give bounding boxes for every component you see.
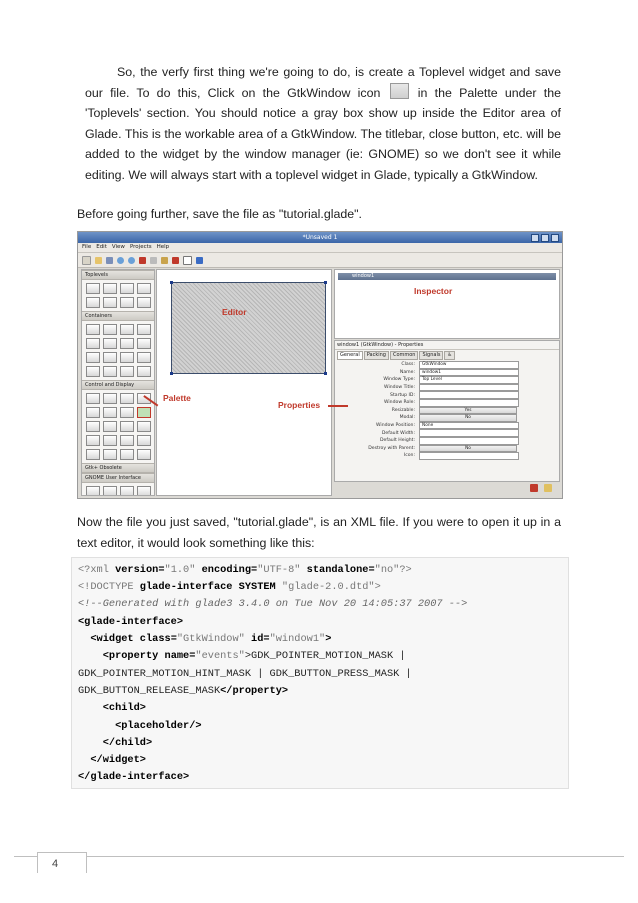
- prop-value: [419, 399, 519, 407]
- page-number-tab: [37, 852, 87, 873]
- prop-value: [419, 452, 519, 460]
- palette-widget-icon: [103, 297, 117, 308]
- palette-section-gnome-ui: GNOME User Interface: [82, 473, 154, 483]
- palette-section-gtk-obsolete: Gtk+ Obsolete: [82, 463, 154, 473]
- prop-label: Default Height:: [380, 438, 415, 444]
- prop-row: [335, 399, 559, 407]
- prop-row: [335, 361, 559, 369]
- palette-widget-icon: [137, 486, 151, 496]
- prop-label: Startup ID:: [390, 392, 415, 398]
- palette-widget-icon: [137, 421, 151, 432]
- palette-widget-icon: [86, 407, 100, 418]
- xml-code-block: [71, 557, 569, 789]
- palette-section-control-display: Control and Display: [82, 380, 154, 390]
- screenshot-statusbar: [334, 482, 558, 494]
- code-line-1: <?xml version="1.0" encoding="UTF-8" standalone="no"?>: [78, 564, 412, 576]
- intro-paragraph: [85, 62, 561, 185]
- intro-text-part1: So, the verfy first thing we're going to do, is create a Toplevel widget and save our file. To do this, Click on the GtkWindow icon: [85, 65, 561, 100]
- palette-widget-icon: [103, 352, 117, 363]
- inspector-item: window1: [338, 273, 556, 280]
- palette-widget-icon: [120, 435, 134, 446]
- menu-help: Help: [156, 244, 170, 250]
- editor-area: [156, 269, 332, 496]
- prop-label: Default Width:: [381, 430, 415, 436]
- palette-widget-icon: [120, 486, 134, 496]
- prop-value: window1: [419, 369, 519, 377]
- palette-widget-icon: [103, 449, 117, 460]
- tab-signals: Signals: [419, 351, 443, 360]
- save-instruction-paragraph: Before going further, save the file as "tutorial.glade".: [77, 207, 363, 221]
- palette-widget-icon: [86, 324, 100, 335]
- code-line-5: <widget class="GtkWindow" id="window1">: [78, 633, 332, 645]
- glade-screenshot: [77, 231, 563, 499]
- palette-selected-widget-icon: [137, 407, 151, 418]
- palette-widget-icon: [137, 435, 151, 446]
- gtkwindow-canvas: [171, 282, 326, 374]
- open-folder-icon: [95, 257, 102, 264]
- palette-widget-icon: [137, 449, 151, 460]
- prop-row: [335, 369, 559, 377]
- palette-widget-icon: [120, 283, 134, 294]
- prop-value: [419, 437, 519, 445]
- prop-row: [335, 429, 559, 437]
- code-line-6: <property name="events">GDK_POINTER_MOTION_MASK |: [78, 650, 406, 662]
- menu-projects: Projects: [129, 244, 152, 250]
- properties-callout-arrow: [328, 405, 348, 407]
- code-line-13: </glade-interface>: [78, 771, 190, 783]
- xml-intro-paragraph: Now the file you just saved, "tutorial.glade", is an XML file. If you were to open it up in a text editor, it would look something like this:: [77, 515, 561, 550]
- palette-widget-icon: [103, 393, 117, 404]
- minimize-icon: [531, 234, 539, 242]
- screenshot-titlebar: [78, 232, 562, 243]
- prop-label: Class:: [401, 362, 415, 368]
- menu-edit: Edit: [96, 244, 107, 250]
- gnome-ui-grid: [82, 483, 154, 496]
- prop-value: [419, 391, 519, 399]
- quit-icon: [530, 484, 538, 492]
- prop-label: Resizable:: [391, 407, 415, 413]
- prop-value: [419, 429, 519, 437]
- screenshot-title: *Unsaved 1: [302, 234, 338, 241]
- palette-widget-icon: [86, 338, 100, 349]
- properties-title: window1 (GtkWindow) - Properties: [335, 341, 559, 350]
- palette-widget-icon: [120, 421, 134, 432]
- tab-common: Common: [390, 351, 419, 360]
- prop-row: [335, 422, 559, 430]
- paste-icon: [161, 257, 168, 264]
- copy-icon: [150, 257, 157, 264]
- prop-value: No: [419, 445, 517, 453]
- palette-widget-icon: [137, 366, 151, 377]
- properties-tabs: [335, 350, 559, 361]
- palette-callout: Palette: [163, 393, 191, 403]
- intro-text-part2: in the Palette under the 'Toplevels' section. You should notice a gray box show up inside the Editor area of Glade. This is the workable area of a GtkWindow. The titlebar, close button, etc. will be added to the widget by the window manager (ie: GNOME) so we don't see it while editing. We will always start with a toplevel widget in Glade, typically a GtkWindow.: [85, 85, 561, 182]
- pointer-icon: [183, 256, 192, 265]
- palette-widget-icon: [86, 486, 100, 496]
- prop-label: Window Role:: [383, 400, 415, 406]
- palette-widget-icon: [120, 297, 134, 308]
- palette-widget-icon: [137, 338, 151, 349]
- accessibility-icon: ♿: [444, 351, 454, 360]
- new-file-icon: [82, 256, 91, 265]
- prop-label: Name:: [399, 369, 415, 375]
- inspector-panel: [334, 269, 560, 339]
- resize-handle: [324, 372, 327, 375]
- palette-widget-icon: [103, 421, 117, 432]
- palette-widget-icon: [120, 407, 134, 418]
- prop-label: Destroy with Parent:: [368, 445, 415, 451]
- prop-label: Window Position:: [375, 423, 415, 429]
- code-line-7: GDK_POINTER_MOTION_HINT_MASK | GDK_BUTTON_PRESS_MASK |: [78, 668, 412, 680]
- cut-icon: [139, 257, 146, 264]
- window-controls: [531, 234, 559, 242]
- palette-widget-icon: [86, 297, 100, 308]
- code-line-10: <placeholder/>: [78, 720, 202, 732]
- palette-widget-icon: [137, 297, 151, 308]
- palette-widget-icon: [120, 449, 134, 460]
- code-line-9: <child>: [78, 702, 146, 714]
- code-line-2: <!DOCTYPE glade-interface SYSTEM "glade-2.0.dtd">: [78, 581, 381, 593]
- tab-general: General: [337, 351, 363, 360]
- properties-callout: Properties: [278, 400, 321, 410]
- clear-icon: [544, 484, 552, 492]
- palette-widget-icon: [137, 283, 151, 294]
- palette-widget-icon: [103, 283, 117, 294]
- prop-value: No: [419, 414, 517, 422]
- prop-row: [335, 414, 559, 422]
- delete-icon: [172, 257, 179, 264]
- palette-widget-icon: [120, 324, 134, 335]
- palette-widget-icon: [120, 352, 134, 363]
- palette-widget-icon: [86, 421, 100, 432]
- palette-widget-icon: [103, 435, 117, 446]
- prop-label: Window Type:: [383, 377, 415, 383]
- save-icon: [106, 257, 113, 264]
- code-line-3: <!--Generated with glade3 3.4.0 on Tue Nov 20 14:05:37 2007 -->: [78, 598, 468, 610]
- palette-widget-icon: [120, 366, 134, 377]
- prop-value: GtkWindow: [419, 361, 519, 369]
- footer-rule: [14, 856, 624, 857]
- tab-packing: Packing: [364, 351, 389, 360]
- prop-value: Top Level: [419, 376, 519, 384]
- palette-widget-icon: [103, 338, 117, 349]
- palette-section-containers: Containers: [82, 311, 154, 321]
- palette-widget-icon: [103, 366, 117, 377]
- prop-row: [335, 437, 559, 445]
- code-line-4: <glade-interface>: [78, 616, 184, 628]
- prop-row: [335, 445, 559, 453]
- prop-label: Modal:: [399, 415, 415, 421]
- code-line-11: </child>: [78, 737, 153, 749]
- palette-section-toplevels: Toplevels: [82, 270, 154, 280]
- palette-widget-icon: [120, 393, 134, 404]
- prop-row: [335, 376, 559, 384]
- palette-widget-icon: [86, 283, 100, 294]
- inspector-callout: Inspector: [414, 286, 453, 296]
- undo-icon: [117, 257, 124, 264]
- menu-view: View: [111, 244, 125, 250]
- palette-widget-icon: [86, 393, 100, 404]
- containers-grid: [82, 321, 154, 380]
- palette-widget-icon: [86, 366, 100, 377]
- palette-widget-icon: [103, 486, 117, 496]
- palette-widget-icon: [103, 324, 117, 335]
- palette-widget-icon: [86, 435, 100, 446]
- prop-value: Yes: [419, 407, 517, 415]
- prop-row: [335, 384, 559, 392]
- resize-handle: [170, 372, 173, 375]
- prop-row: [335, 407, 559, 415]
- maximize-icon: [541, 234, 549, 242]
- palette-widget-icon: [137, 352, 151, 363]
- prop-row: [335, 452, 559, 460]
- resize-handle: [170, 281, 173, 284]
- editor-callout: Editor: [222, 307, 247, 317]
- code-line-12: </widget>: [78, 754, 146, 766]
- screenshot-toolbar: [78, 253, 562, 268]
- close-icon: [551, 234, 559, 242]
- properties-panel: [334, 340, 560, 482]
- code-line-8: GDK_BUTTON_RELEASE_MASK</property>: [78, 685, 289, 697]
- page-number: 4: [52, 858, 59, 870]
- prop-row: [335, 391, 559, 399]
- toplevels-grid: [82, 280, 154, 311]
- palette-widget-icon: [137, 324, 151, 335]
- palette-widget-icon: [120, 338, 134, 349]
- control-display-grid: [82, 390, 154, 463]
- redo-icon: [128, 257, 135, 264]
- prop-value: [419, 384, 519, 392]
- palette-widget-icon: [86, 449, 100, 460]
- drag-resize-icon: [196, 257, 203, 264]
- palette-widget-icon: [103, 407, 117, 418]
- palette-widget-icon: [86, 352, 100, 363]
- screenshot-menubar: [78, 243, 562, 253]
- resize-handle: [324, 281, 327, 284]
- palette-panel: [81, 269, 155, 496]
- gtkwindow-icon: [390, 83, 409, 99]
- prop-value: None: [419, 422, 519, 430]
- prop-label: Window Title:: [384, 385, 415, 391]
- prop-label: Icon:: [403, 453, 415, 459]
- menu-file: File: [82, 244, 92, 250]
